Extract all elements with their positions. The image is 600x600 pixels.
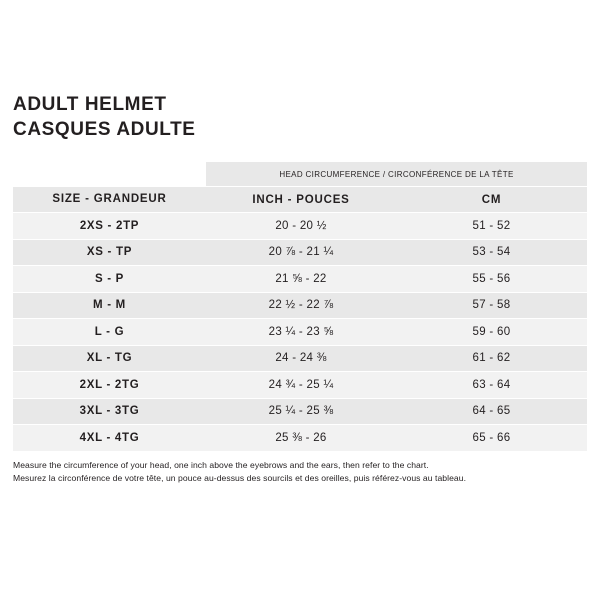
cell-cm: 53 - 54 (396, 239, 587, 266)
size-chart-table (13, 162, 587, 452)
cell-size: 2XS - 2TP (13, 213, 206, 240)
table-row (13, 239, 587, 266)
cell-size: S - P (13, 266, 206, 293)
cell-inch: 25 ¼ - 25 ⅜ (206, 398, 396, 425)
page-title (13, 92, 587, 142)
cell-size: 2XL - 2TG (13, 372, 206, 399)
cell-cm: 65 - 66 (396, 425, 587, 452)
cell-size: XS - TP (13, 239, 206, 266)
table-row (13, 292, 587, 319)
cell-inch: 23 ¼ - 23 ⅝ (206, 319, 396, 346)
cell-inch: 24 - 24 ⅜ (206, 345, 396, 372)
table-row (13, 372, 587, 399)
cell-size: XL - TG (13, 345, 206, 372)
cell-cm: 59 - 60 (396, 319, 587, 346)
cell-size: M - M (13, 292, 206, 319)
cell-inch: 22 ½ - 22 ⅞ (206, 292, 396, 319)
group-header-label: HEAD CIRCUMFERENCE / CIRCONFÉRENCE DE LA TÊTE (206, 162, 587, 187)
cell-inch: 20 ⅞ - 21 ¼ (206, 239, 396, 266)
title-line-fr: CASQUES ADULTE (13, 119, 196, 141)
table-row (13, 398, 587, 425)
cell-cm: 64 - 65 (396, 398, 587, 425)
table-row (13, 319, 587, 346)
table-row (13, 345, 587, 372)
cell-cm: 55 - 56 (396, 266, 587, 293)
group-header-spacer (13, 162, 206, 187)
cell-cm: 51 - 52 (396, 213, 587, 240)
table-row (13, 266, 587, 293)
cell-size: 3XL - 3TG (13, 398, 206, 425)
chart-content (13, 92, 587, 485)
cell-inch: 20 - 20 ½ (206, 213, 396, 240)
column-header-inch: INCH - POUCES (206, 187, 396, 213)
table-row (13, 425, 587, 452)
cell-size: L - G (13, 319, 206, 346)
cell-inch: 24 ¾ - 25 ¼ (206, 372, 396, 399)
footnote-en: Measure the circumference of your head, one inch above the eyebrows and the ears, then refer to the chart. (13, 459, 429, 470)
column-header-size: SIZE - GRANDEUR (13, 187, 206, 213)
table-header-row (13, 187, 587, 213)
cell-inch: 25 ⅜ - 26 (206, 425, 396, 452)
table-row (13, 213, 587, 240)
cell-cm: 63 - 64 (396, 372, 587, 399)
table-group-header-row (13, 162, 587, 187)
column-header-cm: CM (396, 187, 587, 213)
cell-inch: 21 ⅝ - 22 (206, 266, 396, 293)
cell-cm: 57 - 58 (396, 292, 587, 319)
footnote-fr: Mesurez la circonférence de votre tête, un pouce au-dessus des sourcils et des oreilles, puis référez-vous au tableau. (13, 473, 467, 484)
cell-cm: 61 - 62 (396, 345, 587, 372)
cell-size: 4XL - 4TG (13, 425, 206, 452)
title-line-en: ADULT HELMET (13, 94, 167, 115)
